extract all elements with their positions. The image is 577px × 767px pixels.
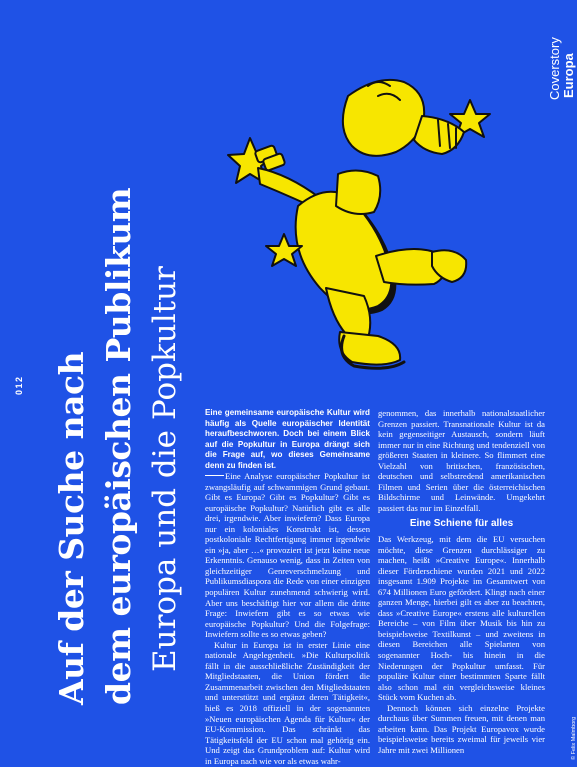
section-label (548, 37, 576, 100)
article-paragraph-1 (205, 471, 370, 640)
section-label-line-1: Coverstory (547, 37, 562, 100)
page-number: 012 (14, 375, 24, 395)
headline-line-1: Auf der Suche nach (52, 351, 91, 705)
headline-line-2: dem europäischen Publikum (99, 187, 138, 705)
article-column-2 (378, 408, 545, 756)
article-paragraph-2: Kultur in Europa ist in erster Linie eine nationale Angelegenheit. »Die Kulturpolitik fällt in die ausschließliche Zuständigkeit der Mitgliedstaaten, die Union fördert die Zusammenarbeit zwischen den Mitgliedstaaten und unterstützt und ergänzt deren Tätigkeit«, hieß es 2018 offiziell in der sogenannten »Neuen europäischen Agenda für Kultur« der EU-Kommission. Das schränkt das Tätigkeitsfeld der EU schon mal gehörig ein. Und zeigt das Grundproblem auf: Kultur wird in Europa nach wie vor als etwas wahr- (205, 639, 370, 766)
article-column-1 (205, 408, 370, 766)
article-subheading: Eine Schiene für alles (409, 518, 514, 530)
headline-subtitle: Europa und die Popkultur (147, 266, 183, 672)
article-paragraph-5: Dennoch können sich einzelne Projekte durchaus über Summen freuen, mit denen man arbeiten kann. Das Projekt Europavox wurde beispielsweise bereits zweimal für jeweils vier Jahre mit zwei Millionen (378, 702, 545, 755)
section-label-line-2: Europa (561, 53, 576, 98)
cartoon-figure-illustration (228, 56, 490, 368)
lead-dash (205, 475, 224, 476)
article-paragraph-4: Das Werkzeug, mit dem die EU versuchen möchte, diese Grenzen durchlässiger zu machen, heißt »Creative Europe«. Innerhalb dieser Förderschiene wurden 2021 und 2022 insgesamt 1.909 Projekte im Gesamtwert von 674 Millionen Euro gefördert. Klingt nach einer ganzen Menge, hierbei gilt es aber zu beachten, dass »Creative Europe« erstens alle kulturellen Bereiche – von Film über Musik bis hin zu beispielsweise Textilkunst – und zweitens in diesen Bereichen alle Spielarten von sogenannter Hoch- bis hinein in die Niederungen der Popkultur umfasst. Für populäre Kultur einer bestimmten Sparte fällt also schon mal ein vergleichsweise kleines Stück vom Kuchen ab. (378, 534, 545, 703)
article-lead: Eine gemeinsame europäische Kultur wird häufig als Quelle europäischer Identität heraufbeschworen. Doch bei einem Blick auf die Popkultur in Europa drängt sich die Frage auf, wo dieses Gemeinsame denn zu finden ist. (205, 408, 370, 470)
article-paragraph-3: genommen, das innerhalb nationalstaatlicher Grenzen passiert. Transnationale Kultur ist da kein gegenseitiger Austausch, sondern läuft immer nur in eine Richtung und tendenziell von größeren Staaten in kleinere. So flimmert eine Vielzahl von britischen, französischen, deutschen und selbstredend amerikanischen Filmen und Serien über die österreichischen Bildschirme und Leinwände. Umgekehrt passiert das nur im Einzelfall. (378, 408, 545, 513)
photo-credit: © Felix Malmborg (571, 716, 577, 760)
article-paragraph-1-text: Eine Analyse europäischer Popkultur ist zwangsläufig auf schwammigen Grund gebaut. Gibt es Europa? Gibt es Popkultur? Gibt es europäische Popkultur? Natürlich gibt es alle drei, irgendwie. Aber inwiefern? Dass Europa nur ein koloniales Konstrukt ist, dessen postkoloniale Rechtfertigung immer irgendwie ein »ja, aber …« provoziert ist jetzt keine neue Erkenntnis. Genauso wenig, dass in Zeiten von gleichzeitiger Genreverschmelzung und Publikumsdiaspora die Rede von einer einzigen populären Kultur zunehmend schwierig wird. Aber uns beschäftigt hier vor allem die dritte Frage: Inwiefern gibt es so etwas wie europäische Popkultur? Und die Folgefrage: Inwiefern sollte es so etwas geben? (205, 471, 370, 640)
